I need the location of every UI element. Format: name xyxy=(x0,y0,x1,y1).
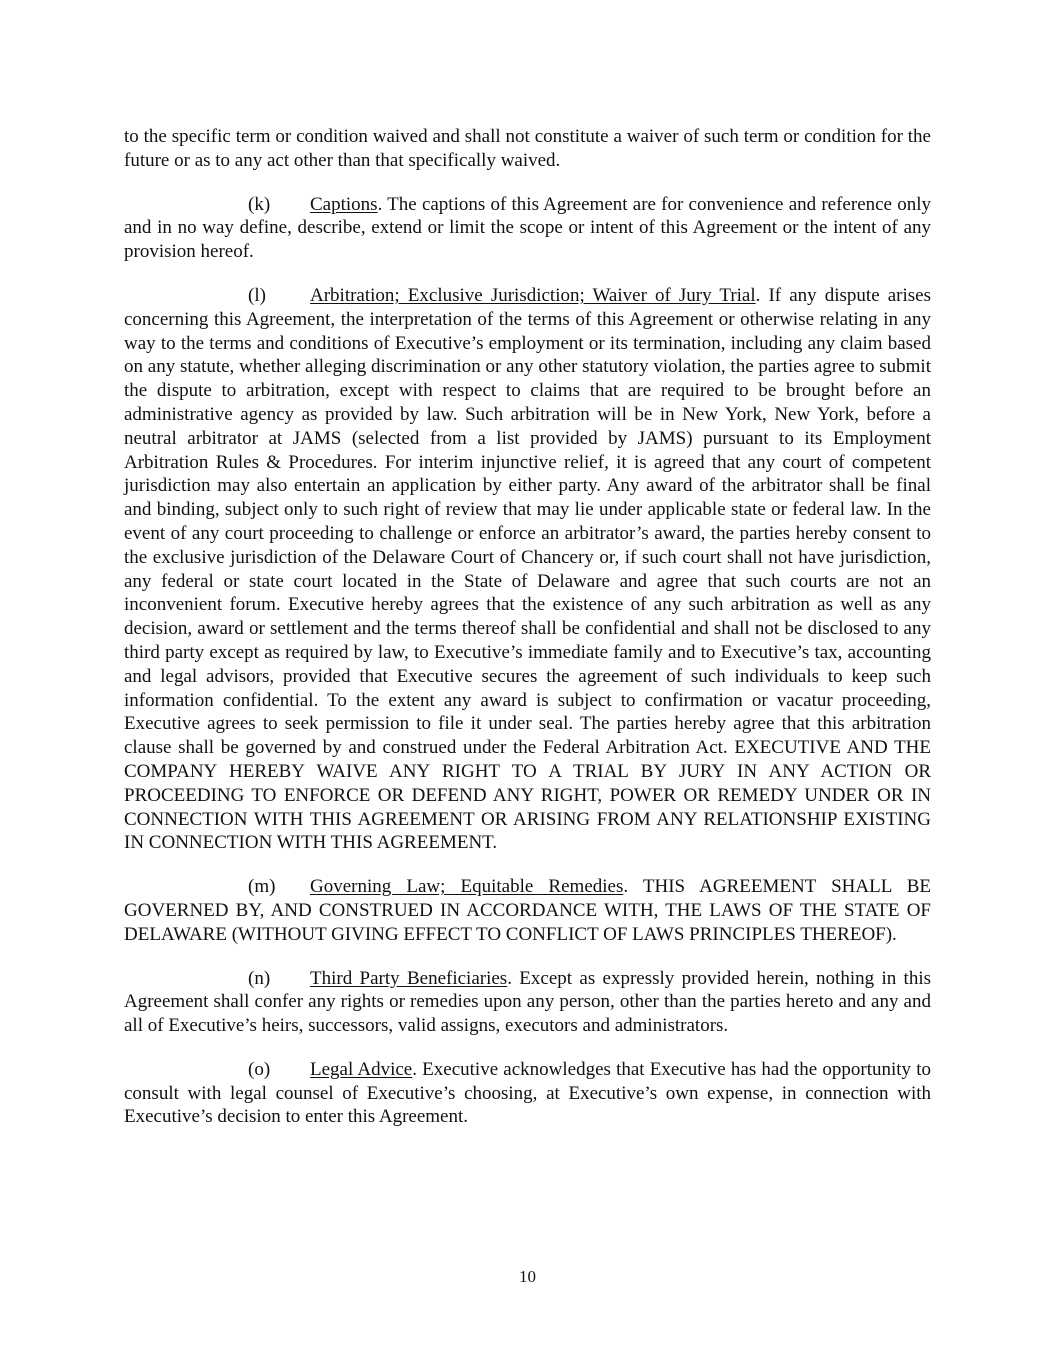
section-text: . The captions of this Agreement are for convenience and reference only and in no way define, describe, extend or limit the scope or intent of this Agreement or the intent of any provision hereof. xyxy=(124,193,931,263)
section-number: (o) xyxy=(248,1058,271,1080)
section-m xyxy=(124,875,931,946)
section-number: (k) xyxy=(248,193,271,215)
document-body xyxy=(124,125,931,1149)
section-text: . Executive acknowledges that Executive has had the opportunity to consult with legal counsel of Executive’s choosing, at Executive’s own expense, in connection with Executive’s decision to enter this Agreement. xyxy=(124,1058,931,1128)
section-l xyxy=(124,284,931,855)
section-caption: Governing Law; Equitable Remedies xyxy=(310,876,624,898)
section-text: . THIS AGREEMENT SHALL BE GOVERNED BY, AND CONSTRUED IN ACCORDANCE WITH, THE LAWS OF THE STATE OF DELAWARE (WITHOUT GIVING EFFECT TO CONFLICT OF LAWS PRINCIPLES THEREOF). xyxy=(124,876,931,945)
section-o xyxy=(124,1058,931,1129)
section-caption: Captions xyxy=(310,193,378,215)
intro-paragraph: to the specific term or condition waived and shall not constitute a waiver of such term or condition for the future or as to any act other than that specifically waived. xyxy=(124,126,931,171)
section-k xyxy=(124,193,931,264)
section-text: . If any dispute arises concerning this Agreement, the interpretation of the terms of this Agreement or otherwise relating in any way to the terms and conditions of Executive’s employment or its termination, including any claim based on any statute, whether alleging discrimination or any other statutory violation, the parties agree to submit the dispute to arbitration, except with respect to claims that are required to be brought before an administrative agency as provided by law. Such arbitration will be in New York, New York, before a neutral arbitrator at JAMS (selected from a list provided by JAMS) pursuant to its Employment Arbitration Rules & Procedures. For interim injunctive relief, it is agreed that any court of competent jurisdiction may also entertain an application by either party. Any award of the arbitrator shall be final and binding, subject only to such right of review that may lie under applicable state or federal law. In the event of any court proceeding to challenge or enforce an arbitrator’s award, the parties hereby consent to the exclusive jurisdiction of the Delaware Court of Chancery or, if such court shall not have jurisdiction, any federal or state court located in the State of Delaware and agree that such courts are not an inconvenient forum. Executive hereby agrees that the existence of any such arbitration as well as any decision, award or settlement and the terms thereof shall be confidential and shall not be disclosed to any third party except as required by law, to Executive’s immediate family and to Executive’s tax, accounting and legal advisors, provided that Executive secures the agreement of such individuals to keep such information confidential. To the extent any award is subject to confirmation or vacatur proceeding, Executive agrees to seek permission to file it under seal. The parties hereby agree that this arbitration clause shall be governed by and construed under the Federal Arbitration Act. EXECUTIVE AND THE COMPANY HEREBY WAIVE ANY RIGHT TO A TRIAL BY JURY IN ANY ACTION OR PROCEEDING TO ENFORCE OR DEFEND ANY RIGHT, POWER OR REMEDY UNDER OR IN CONNECTION WITH THIS AGREEMENT OR ARISING FROM ANY RELATIONSHIP EXISTING IN CONNECTION WITH THIS AGREEMENT. xyxy=(124,284,931,854)
section-caption: Arbitration; Exclusive Jurisdiction; Waiver of Jury Trial xyxy=(310,284,756,306)
section-caption: Legal Advice xyxy=(310,1058,413,1080)
section-number: (m) xyxy=(248,876,276,898)
section-n xyxy=(124,967,931,1038)
section-number: (l) xyxy=(248,284,266,306)
section-number: (n) xyxy=(248,967,271,989)
section-text: . Except as expressly provided herein, nothing in this Agreement shall confer any rights or remedies upon any person, other than the parties hereto and any and all of Executive’s heirs, successors, valid assigns, executors and administrators. xyxy=(124,967,932,1037)
page-number: 10 xyxy=(519,1267,536,1286)
section-caption: Third Party Beneficiaries xyxy=(310,967,508,989)
